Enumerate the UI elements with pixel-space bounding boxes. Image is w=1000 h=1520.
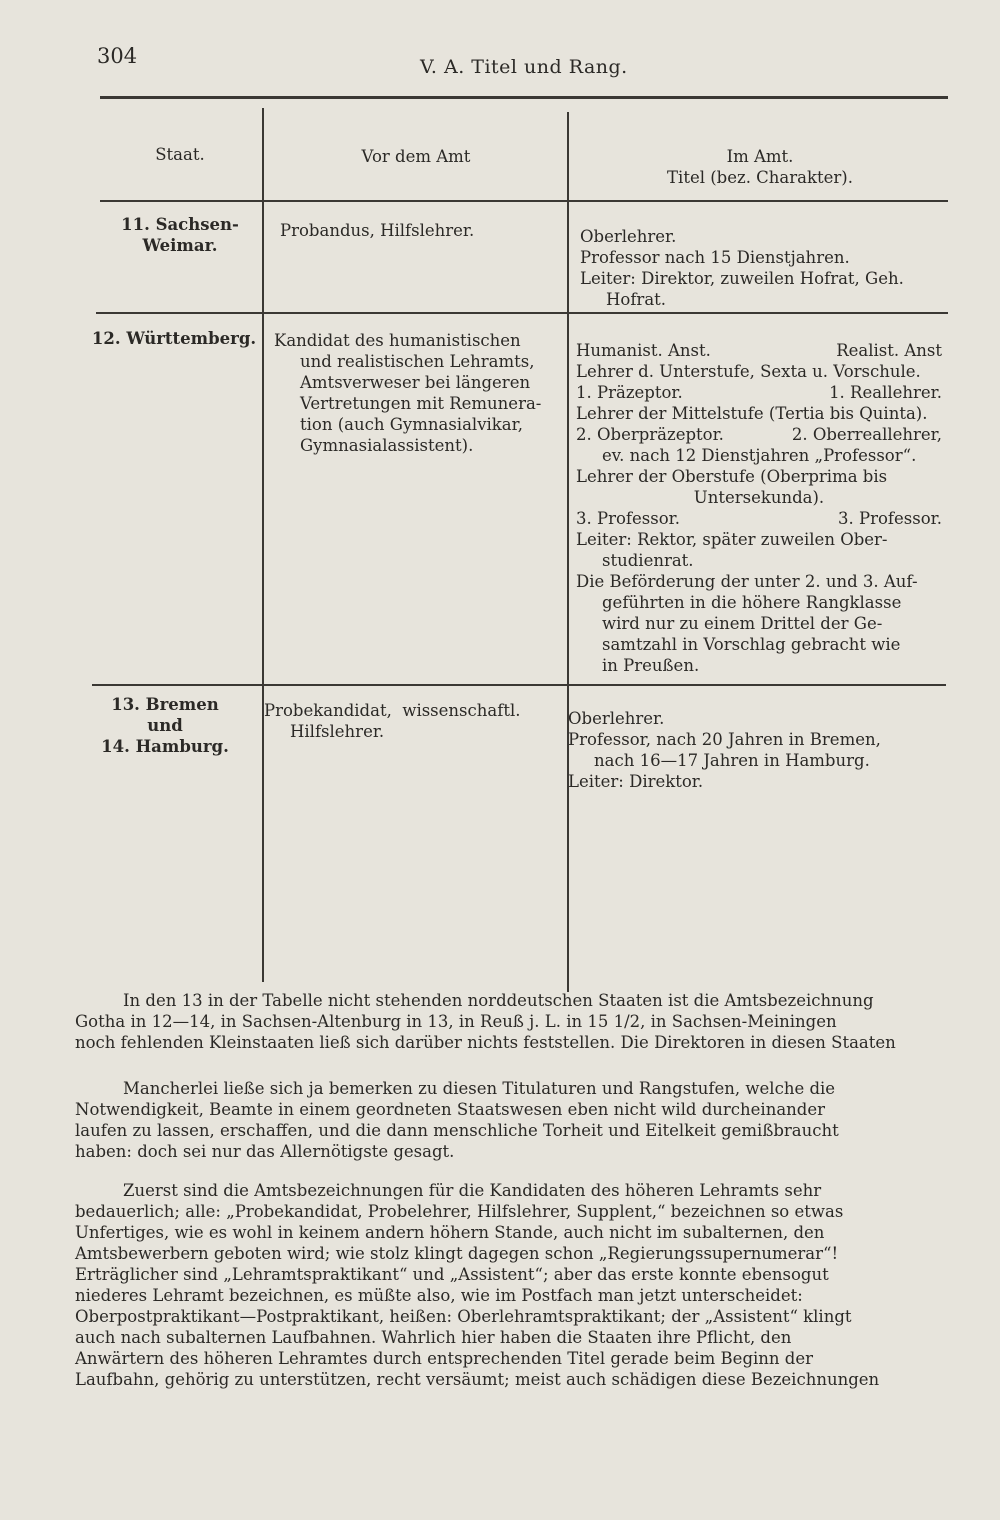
- text-line: Amtsbewerbern geboten wird; wie stolz klingt dagegen schon „Regierungssupernumerar“!: [75, 1244, 839, 1263]
- im-line: Lehrer der Mittelstufe (Tertia bis Quinta).: [576, 404, 928, 423]
- im-line: Oberlehrer.: [580, 227, 677, 246]
- vor-cell-13-14: [264, 700, 558, 742]
- text-line: Laufbahn, gehörig zu unterstützen, recht versäumt; meist auch schädigen diese Bezeichnungen: [75, 1370, 880, 1389]
- text-line: Oberpostpraktikant—Postpraktikant, heißen: Oberlehramtspraktikant; der „Assistent“ klingt: [75, 1307, 852, 1326]
- im-right: 2. Oberreallehrer,: [791, 425, 942, 444]
- im-line: Untersekunda).: [693, 488, 825, 507]
- im-line: Lehrer der Oberstufe (Oberprima bis: [576, 467, 888, 486]
- vor-line: tion (auch Gymnasialvikar,: [300, 415, 523, 434]
- table-top-rule: [100, 96, 948, 99]
- vor-line: Probandus, Hilfslehrer.: [280, 221, 475, 240]
- im-line: Oberlehrer.: [568, 709, 665, 728]
- im-line: Die Beförderung der unter 2. und 3. Auf-: [576, 572, 918, 591]
- header-vor-dem-amt: Vor dem Amt: [361, 147, 471, 166]
- text-line: Zuerst sind die Amtsbezeichnungen für die Kandidaten des höheren Lehramts sehr: [123, 1181, 822, 1200]
- row-rule-2: [92, 684, 946, 686]
- state-line: 14. Hamburg.: [101, 737, 229, 756]
- state-line: 11. Sachsen-: [121, 215, 239, 234]
- header-im-amt-line2: Titel (bez. Charakter).: [667, 168, 853, 187]
- header-im-amt: [572, 146, 948, 188]
- im-line: Leiter: Direktor, zuweilen Hofrat, Geh.: [580, 269, 904, 288]
- text-line: haben: doch sei nur das Allernötigste gesagt.: [75, 1142, 455, 1161]
- im-line: nach 16—17 Jahren in Hamburg.: [594, 751, 870, 770]
- im-right: 1. Reallehrer.: [829, 383, 942, 402]
- state-cell-12: [86, 328, 262, 349]
- text-line: Erträglicher sind „Lehramtspraktikant“ und „Assistent“; aber das erste konnte ebensogut: [75, 1265, 829, 1284]
- im-line: in Preußen.: [602, 656, 700, 675]
- paragraph-3: [75, 1180, 925, 1390]
- im-line: Professor nach 15 Dienstjahren.: [580, 248, 850, 267]
- im-pair: [576, 382, 942, 403]
- text-line: bedauerlich; alle: „Probekandidat, Probelehrer, Hilfslehrer, Supplent,“ bezeichnen so etwas: [75, 1202, 844, 1221]
- im-line: studienrat.: [602, 551, 694, 570]
- im-line: Professor, nach 20 Jahren in Bremen,: [568, 730, 881, 749]
- text-line: Gotha in 12—14, in Sachsen-Altenburg in 13, in Reuß j. L. in 15 1/2, in Sachsen-Meiningen: [75, 1012, 837, 1031]
- row-rule-1: [96, 312, 948, 314]
- im-cell-11: [580, 226, 946, 310]
- paragraph-2: [75, 1078, 925, 1162]
- im-line: Leiter: Direktor.: [568, 772, 704, 791]
- im-line: Lehrer d. Unterstufe, Sexta u. Vorschule.: [576, 362, 921, 381]
- state-line: und: [147, 716, 183, 735]
- text-line: Mancherlei ließe sich ja bemerken zu diesen Titulaturen und Rangstufen, welche die: [123, 1079, 836, 1098]
- im-pair: [576, 508, 942, 529]
- column-divider-2: [567, 112, 569, 992]
- im-left: 3. Professor.: [576, 509, 680, 528]
- text-line: Anwärtern des höheren Lehramtes durch entsprechenden Titel gerade beim Beginn der: [75, 1349, 813, 1368]
- im-line: geführten in die höhere Rangklasse: [602, 593, 902, 612]
- vor-cell-12: [274, 330, 558, 456]
- im-line: Hofrat.: [606, 290, 667, 309]
- im-right: Realist. Anst: [836, 341, 942, 360]
- vor-line: Amtsverweser bei längeren: [300, 373, 531, 392]
- text-line: laufen zu lassen, erschaffen, und die dann menschliche Torheit und Eitelkeit gemißbraucht: [75, 1121, 839, 1140]
- state-line: 12. Württemberg.: [91, 329, 257, 348]
- im-line: wird nur zu einem Drittel der Ge-: [602, 614, 883, 633]
- text-line: Notwendigkeit, Beamte in einem geordneten Staatswesen eben nicht wild durcheinander: [75, 1100, 826, 1119]
- vor-line: Hilfslehrer.: [290, 722, 385, 741]
- im-line: samtzahl in Vorschlag gebracht wie: [602, 635, 901, 654]
- text-line: noch fehlenden Kleinstaaten ließ sich darüber nichts feststellen. Die Direktoren in diesen Staaten: [75, 1033, 896, 1052]
- text-line: auch nach subalternen Laufbahnen. Wahrlich hier haben die Staaten ihre Pflicht, den: [75, 1328, 792, 1347]
- vor-line: und realistischen Lehramts,: [300, 352, 535, 371]
- im-cell-12: [576, 340, 942, 676]
- header-bottom-rule: [100, 200, 948, 202]
- text-line: In den 13 in der Tabelle nicht stehenden norddeutschen Staaten ist die Amtsbezeichnung: [123, 991, 874, 1010]
- im-pair: [576, 424, 942, 445]
- header-staat: Staat.: [155, 145, 205, 164]
- header-im-amt-line1: Im Amt.: [726, 147, 794, 166]
- state-line: Weimar.: [142, 236, 218, 255]
- im-line: ev. nach 12 Dienstjahren „Professor“.: [602, 446, 917, 465]
- im-line: Leiter: Rektor, später zuweilen Ober-: [576, 530, 888, 549]
- vor-line: Vertretungen mit Remunera-: [300, 394, 542, 413]
- state-cell-13-14: [90, 694, 240, 757]
- vor-line: Gymnasialassistent).: [300, 436, 474, 455]
- page-number: 304: [97, 44, 138, 68]
- im-left: 1. Präzeptor.: [576, 383, 683, 402]
- running-header: V. A. Titel und Rang.: [420, 56, 628, 78]
- im-pair: [576, 340, 942, 361]
- im-left: 2. Oberpräzeptor.: [576, 425, 724, 444]
- paragraph-1: [75, 990, 925, 1053]
- state-line: 13. Bremen: [111, 695, 219, 714]
- im-right: 3. Professor.: [838, 509, 942, 528]
- vor-line: Probekandidat, wissenschaftl.: [264, 701, 521, 720]
- column-divider-1: [262, 108, 264, 982]
- vor-cell-11: [280, 220, 560, 241]
- text-line: Unfertiges, wie es wohl in keinem andern höhern Stande, auch nicht im subalternen, den: [75, 1223, 825, 1242]
- im-left: Humanist. Anst.: [576, 341, 711, 360]
- vor-line: Kandidat des humanistischen: [274, 331, 521, 350]
- im-cell-13-14: [568, 708, 936, 792]
- state-cell-11: [100, 214, 260, 256]
- text-line: niederes Lehramt bezeichnen, es müßte also, wie im Postfach man jetzt unterscheidet:: [75, 1286, 803, 1305]
